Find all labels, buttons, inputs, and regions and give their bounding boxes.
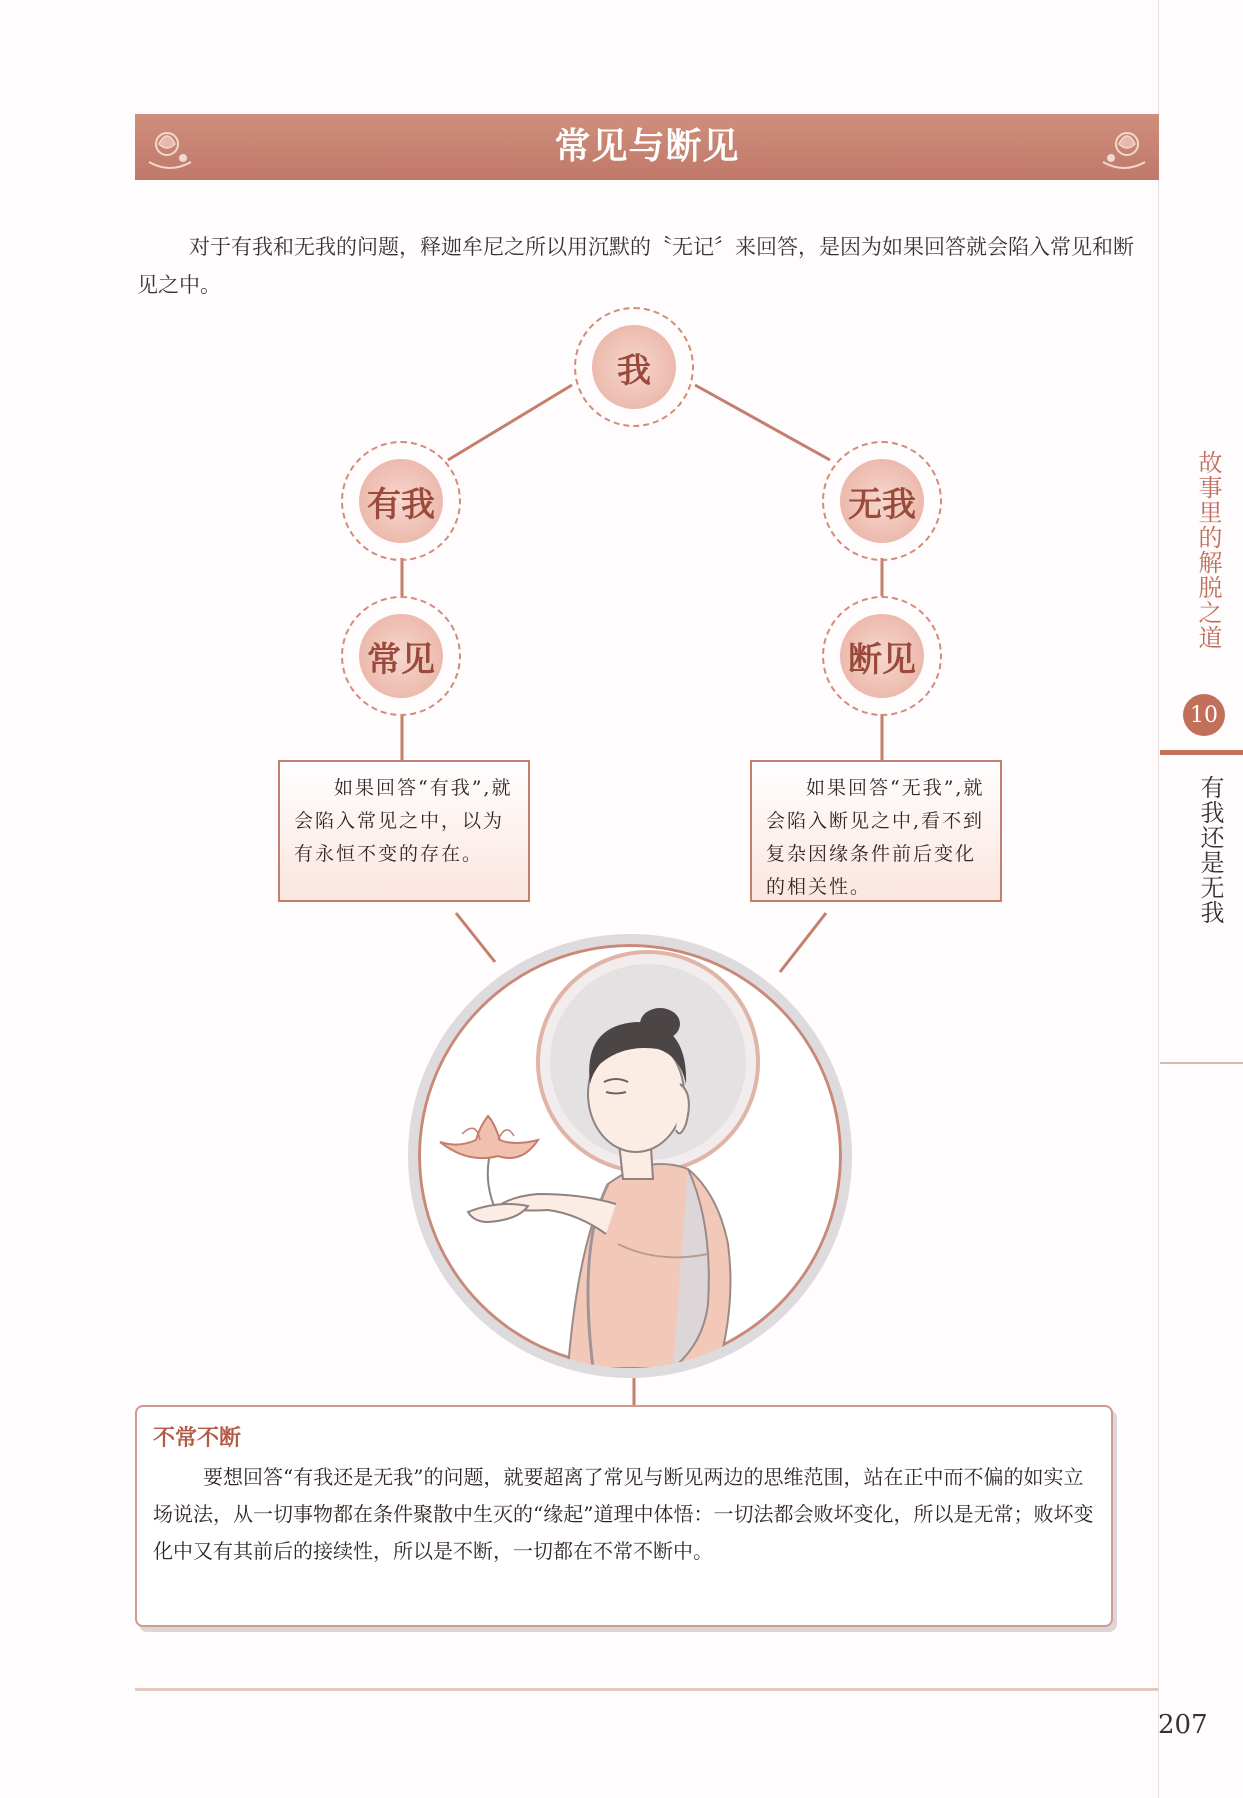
node-annihilationism: 断见	[840, 614, 924, 698]
callout-body: 要想回答“有我还是无我”的问题，就要超离了常见与断见两边的思维范围，站在正中而不偏的如实立场说法，从一切事物都在条件聚散中生灭的“缘起”道理中体悟：一切法都会败坏变化，所以是无常；败坏变化中又有其前后的接续性，所以是不断，一切都在不常不断中。	[153, 1465, 1094, 1563]
footer-rule	[135, 1688, 1158, 1691]
connector-root-left	[448, 385, 572, 460]
callout-box	[135, 1405, 1113, 1627]
page-title: 常见与断见	[554, 126, 740, 167]
node-eternalism: 常见	[359, 614, 443, 698]
callout-heading: 不常不断	[153, 1426, 242, 1451]
page-edge	[1158, 0, 1159, 1798]
title-banner	[135, 114, 1159, 180]
intro-paragraph: 对于有我和无我的问题，释迦牟尼之所以用沉默的〝无记〞来回答，是因为如果回答就会陷入常见和断见之中。	[137, 235, 1134, 297]
buddha-portrait	[408, 934, 852, 1378]
box-annihilationism-explanation: 如果回答“无我”,就会陷入断见之中,看不到复杂因缘条件前后变化的相关性。	[750, 760, 1002, 902]
connector-right-portrait	[780, 913, 826, 972]
side-chapter-title: 故事里的解脱之道	[1194, 450, 1222, 650]
side-section-title: 有我还是无我	[1196, 775, 1224, 925]
page-number: 207	[1158, 1710, 1208, 1740]
side-chapter-number: 10	[1183, 694, 1225, 736]
node-self-exists: 有我	[359, 459, 443, 543]
box-eternalism-explanation: 如果回答“有我”,就会陷入常见之中，以为有永恒不变的存在。	[278, 760, 530, 902]
side-tab-bar	[1160, 750, 1243, 755]
side-tab-divider	[1160, 1062, 1243, 1064]
buddha-illustration	[418, 944, 842, 1368]
connector-root-right	[695, 385, 830, 460]
connector-left-portrait	[456, 913, 495, 962]
node-no-self: 无我	[840, 459, 924, 543]
lotus-ornament-icon	[1097, 122, 1151, 172]
node-self: 我	[592, 325, 676, 409]
